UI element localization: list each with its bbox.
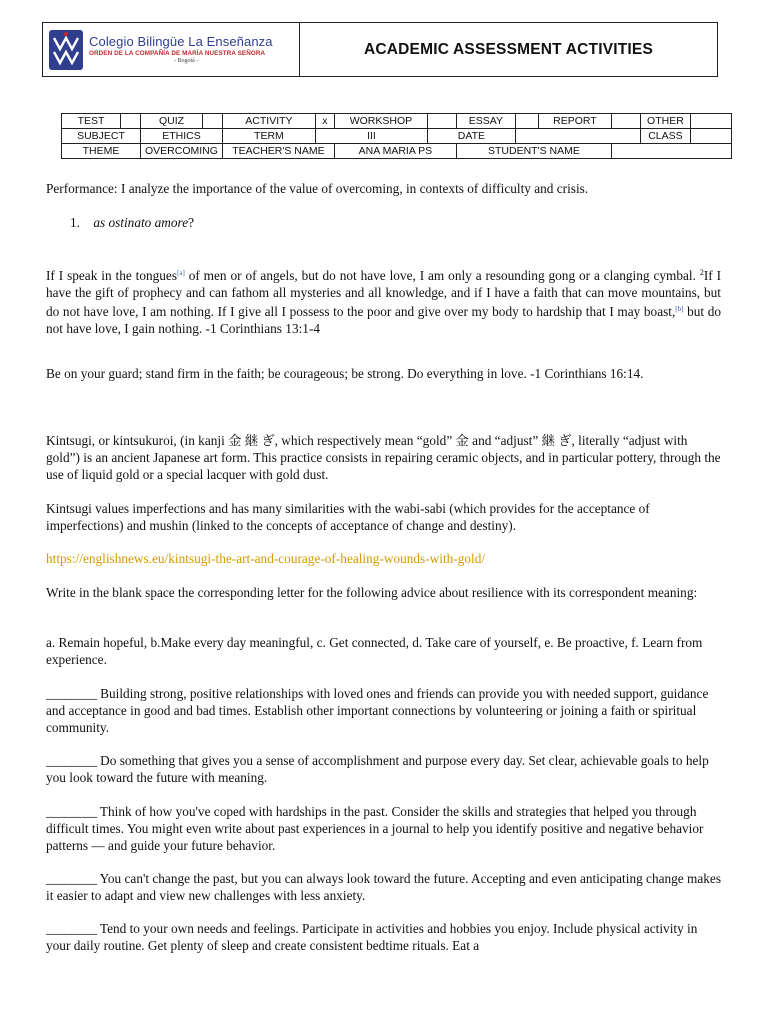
document-header bbox=[42, 22, 718, 77]
teacher-name-value: ANA MARIA PS bbox=[334, 144, 456, 159]
workshop-mark bbox=[427, 114, 456, 129]
question-number: 1. bbox=[70, 215, 80, 230]
quote1-part2: of men or of angels, but do not have love, I am only a resounding gong or a clanging cymbal. bbox=[184, 268, 700, 283]
test-label: TEST bbox=[62, 114, 121, 129]
theme-row bbox=[62, 144, 732, 159]
essay-mark bbox=[515, 114, 538, 129]
answer-blank[interactable]: ________ bbox=[46, 804, 97, 819]
quote1-part4: but do not have love, I gain nothing. -1 Corinthians 13:1-4 bbox=[46, 304, 722, 336]
date-label: DATE bbox=[427, 129, 515, 144]
activity-type-row bbox=[62, 114, 732, 129]
subject-value: ETHICS bbox=[141, 129, 223, 144]
quiz-mark bbox=[202, 114, 222, 129]
question-mark: ? bbox=[188, 215, 195, 230]
subject-row bbox=[62, 129, 732, 144]
activity-label: ACTIVITY bbox=[222, 114, 315, 129]
resilience-item bbox=[46, 920, 721, 954]
other-mark bbox=[690, 114, 731, 129]
term-label: TERM bbox=[222, 129, 315, 144]
answer-blank[interactable]: ________ bbox=[46, 753, 97, 768]
answer-blank[interactable]: ________ bbox=[46, 686, 97, 701]
item-text: Tend to your own needs and feelings. Participate in activities and hobbies you enjoy. Include physical activity in your daily routine. Get plenty of sleep and create consistent bedtime rituals. Eat a bbox=[46, 921, 698, 953]
question-text: as ostinato amore bbox=[93, 215, 189, 230]
school-city: - Bogotá - bbox=[174, 58, 199, 65]
instruction-text: Write in the blank space the corresponding letter for the following advice about resilience with its correspondent meaning: bbox=[46, 585, 698, 600]
corinthians-quote-2: Be on your guard; stand firm in the faith; be courageous; be strong. Do everything in love. -1 Corinthians 16:14. bbox=[46, 366, 644, 381]
school-crest-icon bbox=[48, 29, 84, 71]
school-name: Colegio Bilingüe La Enseñanza bbox=[89, 33, 273, 49]
resilience-item bbox=[46, 685, 721, 736]
student-name-value bbox=[611, 144, 731, 159]
school-order: ORDEN DE LA COMPAÑÍA DE MARÍA NUESTRA SEÑORA bbox=[89, 49, 266, 57]
footnote-ref-a[interactable]: [a] bbox=[177, 269, 185, 277]
subject-label: SUBJECT bbox=[62, 129, 141, 144]
item-text: Think of how you've coped with hardships in the past. Consider the skills and strategies that helped you through difficult times. You might even write about past experiences in a journal to help you identify positive and negative behavior patterns — and guide your future behavior. bbox=[46, 804, 704, 853]
workshop-label: WORKSHOP bbox=[334, 114, 427, 129]
term-value: III bbox=[315, 129, 427, 144]
date-value bbox=[515, 129, 640, 144]
student-name-label: STUDENT'S NAME bbox=[456, 144, 611, 159]
other-label: OTHER bbox=[640, 114, 690, 129]
class-label: CLASS bbox=[640, 129, 690, 144]
answer-blank[interactable]: ________ bbox=[46, 871, 97, 886]
resilience-item bbox=[46, 870, 721, 904]
class-value bbox=[690, 129, 731, 144]
activity-mark: x bbox=[315, 114, 334, 129]
answer-blank[interactable]: ________ bbox=[46, 921, 97, 936]
report-mark bbox=[611, 114, 640, 129]
footnote-ref-b[interactable]: [b] bbox=[675, 305, 684, 313]
source-link[interactable]: https://englishnews.eu/kintsugi-the-art-and-courage-of-healing-wounds-with-gold/ bbox=[46, 551, 486, 566]
kintsugi-paragraph-2: Kintsugi values imperfections and has many similarities with the wabi-sabi (which provides for the acceptance of imperfections) and mushin (linked to the concepts of acceptance of change and destiny). bbox=[46, 501, 650, 533]
school-logo bbox=[43, 23, 300, 76]
theme-label: THEME bbox=[62, 144, 141, 159]
corinthians-quote-1 bbox=[46, 264, 721, 337]
item-text: Do something that gives you a sense of accomplishment and purpose every day. Set clear, achievable goals to help you look toward the future with meaning. bbox=[46, 753, 709, 785]
item-text: Building strong, positive relationships with loved ones and friends can provide you with needed support, guidance and acceptance in good and bad times. Establish other important connections by volunteering or joining a faith or spiritual community. bbox=[46, 686, 709, 735]
document-title: ACADEMIC ASSESSMENT ACTIVITIES bbox=[363, 40, 654, 58]
assessment-info-table bbox=[61, 113, 732, 159]
teacher-name-label: TEACHER'S NAME bbox=[222, 144, 334, 159]
kintsugi-paragraph-1: Kintsugi, or kintsukuroi, (in kanji 金 継 ぎ, which respectively mean “gold” 金 and “adjust” 継 ぎ, literally “adjust with gold”) is an ancient Japanese art form. This practice consists in repairing ceramic objects, and in particular pottery, through the use of liquid gold or a special lacquer with gold dust. bbox=[46, 433, 721, 482]
quote1-part1: If I speak in the tongues bbox=[46, 268, 178, 283]
test-mark bbox=[121, 114, 141, 129]
item-text: You can't change the past, but you can always look toward the future. Accepting and even anticipating change makes it easier to adapt and view new challenges with less anxiety. bbox=[46, 871, 722, 903]
theme-value: OVERCOMING bbox=[141, 144, 223, 159]
resilience-options: a. Remain hopeful, b.Make every day meaningful, c. Get connected, d. Take care of yourself, e. Be proactive, f. Learn from experience. bbox=[46, 635, 703, 667]
quiz-label: QUIZ bbox=[141, 114, 203, 129]
report-label: REPORT bbox=[538, 114, 611, 129]
essay-label: ESSAY bbox=[456, 114, 515, 129]
resilience-item bbox=[46, 752, 721, 786]
performance-statement: Performance: I analyze the importance of the value of overcoming, in contexts of difficulty and crisis. bbox=[46, 181, 589, 196]
verse-number-2: 2 bbox=[699, 268, 704, 277]
question-1 bbox=[70, 214, 670, 231]
resilience-item bbox=[46, 803, 721, 854]
quote1-part3: If I have the gift of prophecy and can fathom all mysteries and all knowledge, and if I have a faith that can move mountains, but do not have love, I am nothing. If I give all I possess to the poor and give over my body to hardship that I may boast, bbox=[46, 268, 721, 319]
